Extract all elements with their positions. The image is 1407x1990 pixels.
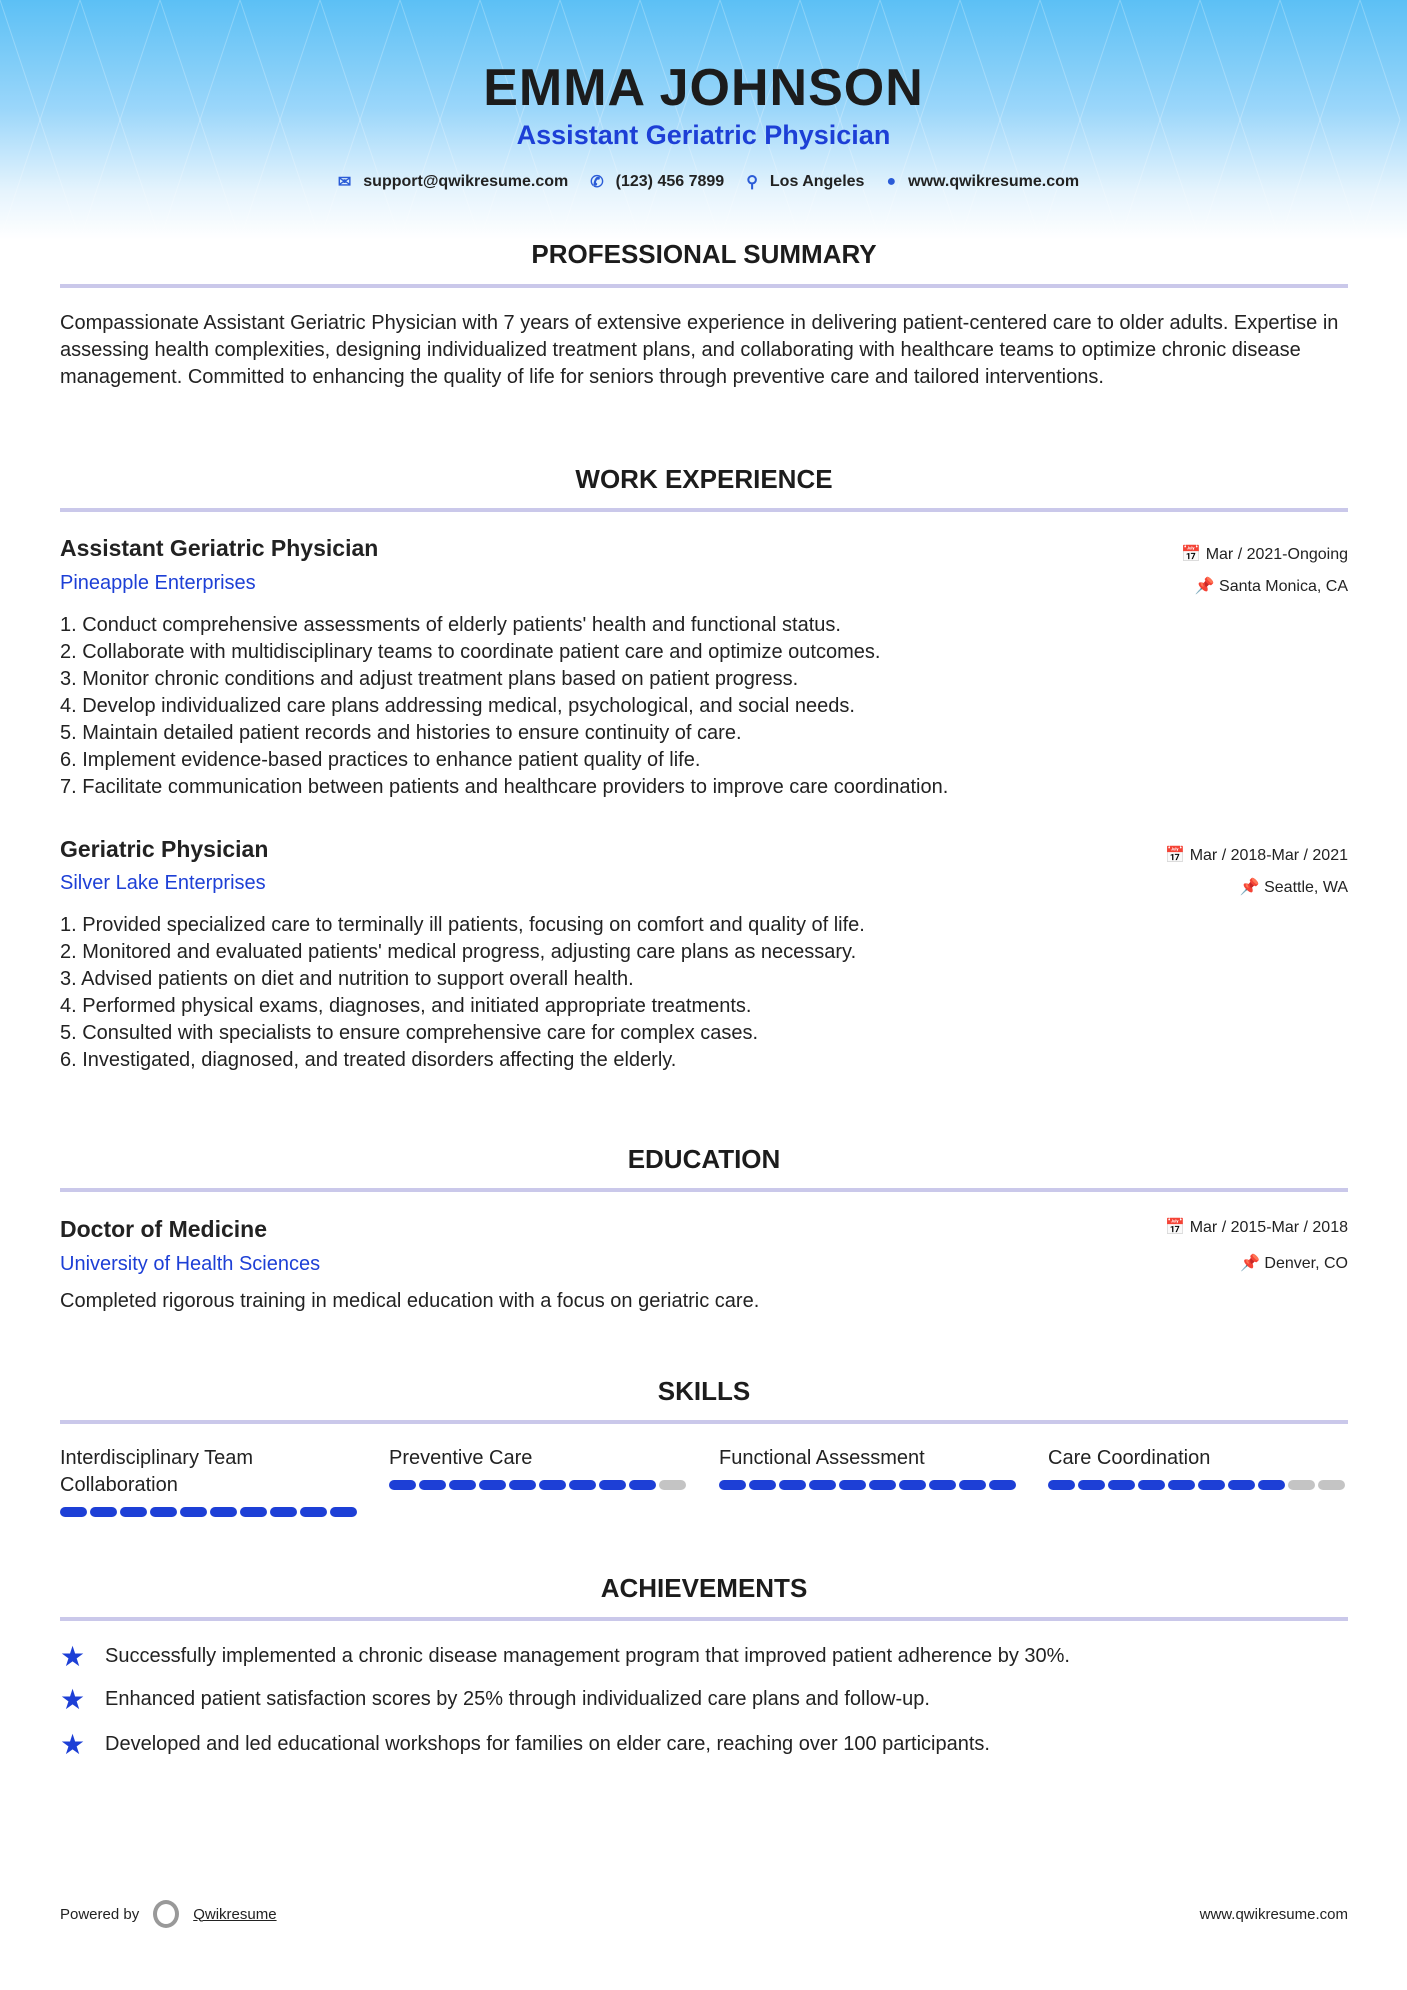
skill-level-segment [1228, 1480, 1255, 1490]
education-location [1240, 1253, 1348, 1273]
dates-text: Mar / 2018-Mar / 2021 [1189, 847, 1348, 864]
skill-level-segment [959, 1480, 986, 1490]
location-pin-icon: ⚲ [746, 174, 758, 191]
divider [60, 1420, 1348, 1424]
calendar-icon: 📅 [1165, 847, 1190, 864]
skill-level-segment [1078, 1480, 1105, 1490]
website[interactable]: www.qwikresume.com [908, 173, 1080, 190]
email-icon: ✉ [337, 174, 352, 191]
skill-level-segment [210, 1507, 237, 1517]
pin-icon: 📌 [1239, 879, 1265, 896]
job-location [1195, 576, 1348, 596]
degree: Doctor of Medicine [60, 1216, 268, 1242]
skill-level-segment [659, 1480, 686, 1490]
list-item: 2. Collaborate with multidisciplinary teams to coordinate patient care and optimize outcomes. [60, 641, 881, 663]
globe-icon: ● [886, 173, 897, 190]
list-item: 6. Implement evidence-based practices to enhance patient quality of life. [60, 749, 701, 771]
list-item: 6. Investigated, diagnosed, and treated disorders affecting the elderly. [60, 1049, 677, 1071]
calendar-icon: 📅 [1181, 546, 1206, 563]
achievement [60, 1728, 990, 1761]
candidate-title: Assistant Geriatric Physician [516, 120, 891, 150]
divider [60, 1188, 1348, 1192]
skill-level-segment [1048, 1480, 1075, 1490]
skill-bar [389, 1480, 689, 1490]
dates-text: Mar / 2015-Mar / 2018 [1189, 1219, 1348, 1236]
location: Los Angeles [769, 173, 865, 190]
skill-level-segment [150, 1507, 177, 1517]
star-icon: ★ [60, 1729, 86, 1760]
dates-text: Mar / 2021-Ongoing [1205, 546, 1348, 563]
education-description: Completed rigorous training in medical education with a focus on geriatric care. [60, 1290, 760, 1312]
job-dates [1165, 845, 1348, 865]
star-icon: ★ [60, 1684, 86, 1715]
contact-bar [0, 172, 1407, 192]
skill-level-segment [779, 1480, 806, 1490]
job-duties [60, 912, 1350, 1074]
divider [60, 284, 1348, 288]
skill-level-segment [989, 1480, 1016, 1490]
job-duties [60, 612, 1350, 801]
list-item: 4. Performed physical exams, diagnoses, and initiated appropriate treatments. [60, 995, 752, 1017]
skill-level-segment [869, 1480, 896, 1490]
skill-level-segment [599, 1480, 626, 1490]
skill-level-segment [719, 1480, 746, 1490]
skill-level-segment [569, 1480, 596, 1490]
skill-level-segment [60, 1507, 87, 1517]
skill-level-segment [90, 1507, 117, 1517]
list-item: 1. Provided specialized care to terminally ill patients, focusing on comfort and quality of life. [60, 914, 865, 936]
list-item: 3. Monitor chronic conditions and adjust treatment plans based on patient progress. [60, 668, 799, 690]
list-item: 7. Facilitate communication between patients and healthcare providers to improve care coordination. [60, 776, 949, 798]
skill-level-segment [839, 1480, 866, 1490]
skill-level-segment [449, 1480, 476, 1490]
phone-icon: ✆ [590, 174, 604, 191]
skill-level-segment [479, 1480, 506, 1490]
star-icon: ★ [60, 1641, 86, 1672]
email[interactable]: support@qwikresume.com [363, 173, 569, 190]
job-title: Assistant Geriatric Physician [60, 535, 379, 561]
skill-level-segment [509, 1480, 536, 1490]
skill-name: Care Coordination [1048, 1447, 1211, 1469]
powered-by-label: Powered by [60, 1905, 140, 1923]
skill-level-segment [240, 1507, 267, 1517]
achievement [60, 1683, 930, 1716]
company: Pineapple Enterprises [60, 572, 256, 594]
skill-level-segment [270, 1507, 297, 1517]
skill-name: Preventive Care [389, 1447, 533, 1469]
skill-level-segment [809, 1480, 836, 1490]
skill [1048, 1445, 1348, 1490]
candidate-name: EMMA JOHNSON [483, 59, 924, 117]
skill-level-segment [1258, 1480, 1285, 1490]
skill-level-segment [629, 1480, 656, 1490]
skill-bar [1048, 1480, 1348, 1490]
pin-icon: 📌 [1240, 1255, 1265, 1272]
location-text: Santa Monica, CA [1219, 578, 1348, 595]
skill-name: Interdisciplinary Team Collaboration [60, 1447, 254, 1496]
list-item: 5. Consulted with specialists to ensure comprehensive care for complex cases. [60, 1022, 759, 1044]
achievement-text: Developed and led educational workshops for families on elder care, reaching over 100 participants. [105, 1733, 990, 1755]
skill-name: Functional Assessment [719, 1447, 925, 1469]
skill [60, 1445, 360, 1517]
divider [60, 508, 1348, 512]
achievement [60, 1640, 1070, 1673]
footer-branding [60, 1900, 277, 1928]
achievement-text: Successfully implemented a chronic disease management program that improved patient adherence by 30%. [105, 1645, 1070, 1667]
list-item: 4. Develop individualized care plans addressing medical, psychological, and social needs. [60, 695, 855, 717]
qwikresume-logo-icon [153, 1900, 179, 1928]
skill-bar [60, 1507, 360, 1517]
phone: (123) 456 7899 [615, 173, 725, 190]
school: University of Health Sciences [60, 1253, 321, 1275]
skill-level-segment [1108, 1480, 1135, 1490]
footer-website[interactable]: www.qwikresume.com [1199, 1906, 1348, 1923]
list-item: 1. Conduct comprehensive assessments of elderly patients' health and functional status. [60, 614, 841, 636]
skill-level-segment [539, 1480, 566, 1490]
summary-text: Compassionate Assistant Geriatric Physician with 7 years of extensive experience in delivering patient-centered care to older adults. Expertise in assessing health complexities, designing individualized treatment plans, and collaborating with healthcare teams to optimize chronic disease management. Committed to enhancing the quality of life for seniors through preventive care and tailored interventions. [60, 312, 1339, 388]
company: Silver Lake Enterprises [60, 872, 266, 894]
list-item: 3. Advised patients on diet and nutrition to support overall health. [60, 968, 634, 990]
achievements-heading: ACHIEVEMENTS [600, 1573, 808, 1603]
skill-level-segment [180, 1507, 207, 1517]
location-text: Seattle, WA [1264, 879, 1348, 896]
skills-heading: SKILLS [657, 1376, 751, 1406]
job-location [1240, 877, 1348, 897]
education-dates [1165, 1217, 1348, 1237]
skill-level-segment [899, 1480, 926, 1490]
list-item: 5. Maintain detailed patient records and histories to ensure continuity of care. [60, 722, 742, 744]
skill-level-segment [300, 1507, 327, 1517]
experience-heading: WORK EXPERIENCE [575, 464, 833, 494]
summary-heading: PROFESSIONAL SUMMARY [531, 239, 877, 269]
skill-bar [719, 1480, 1019, 1490]
skill-level-segment [419, 1480, 446, 1490]
list-item: 2. Monitored and evaluated patients' medical progress, adjusting care plans as necessary. [60, 941, 857, 963]
pin-icon: 📌 [1194, 578, 1220, 595]
skill-level-segment [330, 1507, 357, 1517]
skill-level-segment [389, 1480, 416, 1490]
skill-level-segment [120, 1507, 147, 1517]
skill-level-segment [1138, 1480, 1165, 1490]
calendar-icon: 📅 [1165, 1219, 1190, 1236]
skill-level-segment [1318, 1480, 1345, 1490]
divider [60, 1617, 1348, 1621]
job-dates [1181, 544, 1348, 564]
brand-link[interactable]: Qwikresume [193, 1905, 277, 1923]
skill-level-segment [1288, 1480, 1315, 1490]
achievement-text: Enhanced patient satisfaction scores by 25% through individualized care plans and follow-up. [105, 1688, 930, 1710]
education-heading: EDUCATION [627, 1144, 781, 1174]
skill-level-segment [1198, 1480, 1225, 1490]
skill [389, 1445, 689, 1490]
skill [719, 1445, 1019, 1490]
skill-level-segment [749, 1480, 776, 1490]
location-text: Denver, CO [1264, 1255, 1348, 1272]
job-title: Geriatric Physician [60, 836, 269, 862]
skill-level-segment [1168, 1480, 1195, 1490]
skill-level-segment [929, 1480, 956, 1490]
